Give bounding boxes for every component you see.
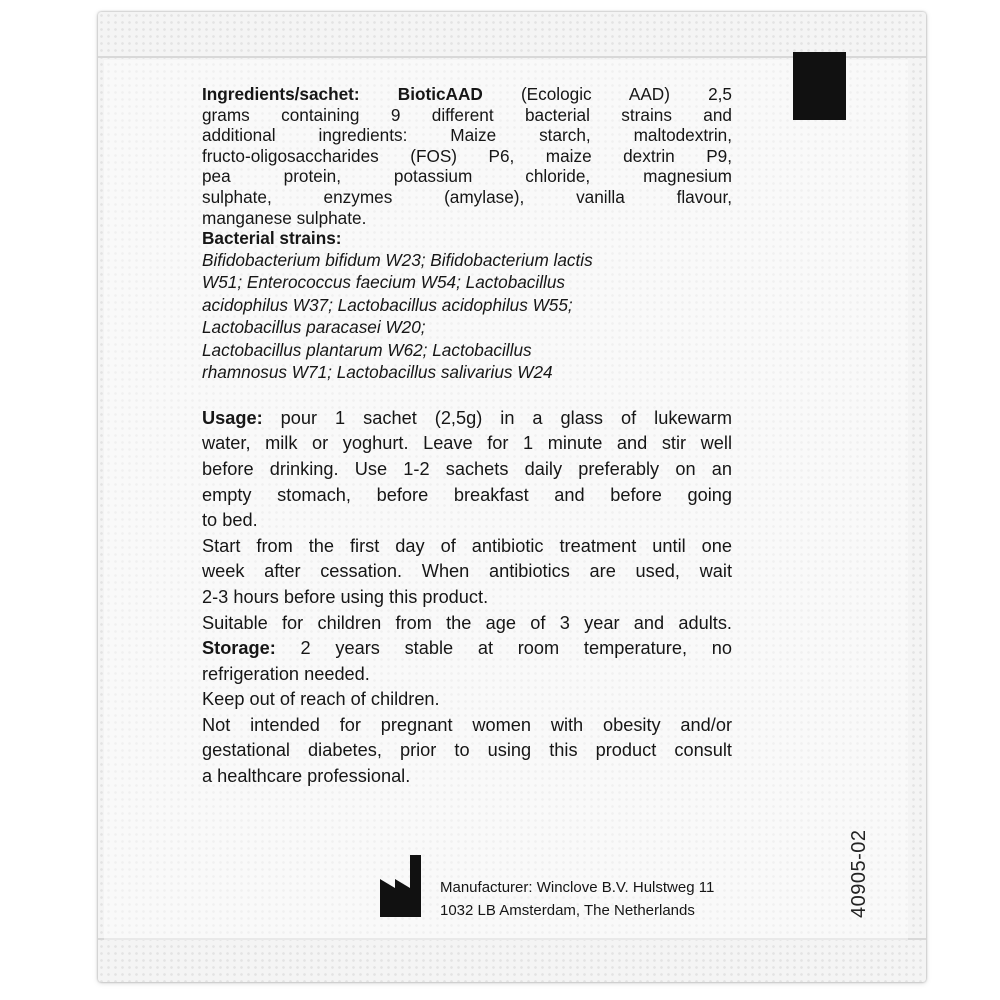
manufacturer-info <box>440 876 714 922</box>
ingredients-line-6: manganese sulphate. <box>202 207 367 228</box>
usage-line-8: Suitable for children from the age of 3 year and adults. <box>202 612 732 633</box>
storage-line-1: refrigeration needed. <box>202 663 370 684</box>
strains-line-3: acidophilus W37; Lactobacillus acidophilus W55; <box>202 294 573 315</box>
strains-line-1: Bifidobacterium bifidum W23; Bifidobacterium lactis <box>202 249 593 270</box>
ingredients-line-1: grams containing 9 different bacterial strains and <box>202 104 732 125</box>
manufacturer-line-2: 1032 LB Amsterdam, The Netherlands <box>440 902 695 919</box>
ingredients-section <box>202 84 732 249</box>
usage-line-3: empty stomach, before breakfast and before going <box>202 484 732 505</box>
storage-line-2: Keep out of reach of children. <box>202 689 440 710</box>
printer-registration-mark <box>793 52 846 120</box>
ingredients-heading: Ingredients/sachet: <box>202 84 360 104</box>
manufacturer-line-1: Manufacturer: Winclove B.V. Hulstweg 11 <box>440 879 715 896</box>
strains-line-2: W51; Enterococcus faecium W54; Lactobacillus <box>202 272 566 293</box>
storage-heading: Storage: <box>202 638 276 659</box>
usage-section <box>202 406 732 790</box>
brand-name: BioticAAD <box>397 84 483 104</box>
ingredients-line-5: sulphate, enzymes (amylase), vanilla flavour, <box>202 186 732 207</box>
ingredients-line-3: fructo-oligosaccharides (FOS) P6, maize dextrin P9, <box>202 145 732 166</box>
ingredients-line-4: pea protein, potassium chloride, magnesium <box>202 166 732 187</box>
ingredients-line-2: additional ingredients: Maize starch, maltodextrin, <box>202 125 732 146</box>
storage-line-5: a healthcare professional. <box>202 766 411 787</box>
label-text <box>202 84 732 790</box>
usage-line-0: pour 1 sachet (2,5g) in a glass of lukewarm <box>262 407 732 428</box>
storage-line-4: gestational diabetes, prior to using this product consult <box>202 740 732 761</box>
storage-line-0: 2 years stable at room temperature, no <box>275 638 732 659</box>
usage-line-5: Start from the first day of antibiotic treatment until one <box>202 535 732 556</box>
strains-section <box>202 249 732 384</box>
usage-heading: Usage: <box>202 407 263 428</box>
factory-icon <box>380 855 430 917</box>
ingredients-line-0: (Ecologic AAD) 2,5 <box>482 84 732 104</box>
usage-line-7: 2-3 hours before using this product. <box>202 586 489 607</box>
usage-line-2: before drinking. Use 1-2 sachets daily preferably on an <box>202 458 732 479</box>
storage-line-3: Not intended for pregnant women with obesity and/or <box>202 714 732 735</box>
strains-line-6: rhamnosus W71; Lactobacillus salivarius W24 <box>202 362 553 383</box>
strains-heading: Bacterial strains: <box>202 228 342 249</box>
usage-line-6: week after cessation. When antibiotics are used, wait <box>202 561 732 582</box>
strains-line-4: Lactobacillus paracasei W20; <box>202 317 426 338</box>
strains-line-5: Lactobacillus plantarum W62; Lactobacillus <box>202 339 532 360</box>
product-code: 40905-02 <box>848 829 870 918</box>
usage-line-4: to bed. <box>202 510 258 531</box>
usage-line-1: water, milk or yoghurt. Leave for 1 minute and stir well <box>202 433 732 454</box>
